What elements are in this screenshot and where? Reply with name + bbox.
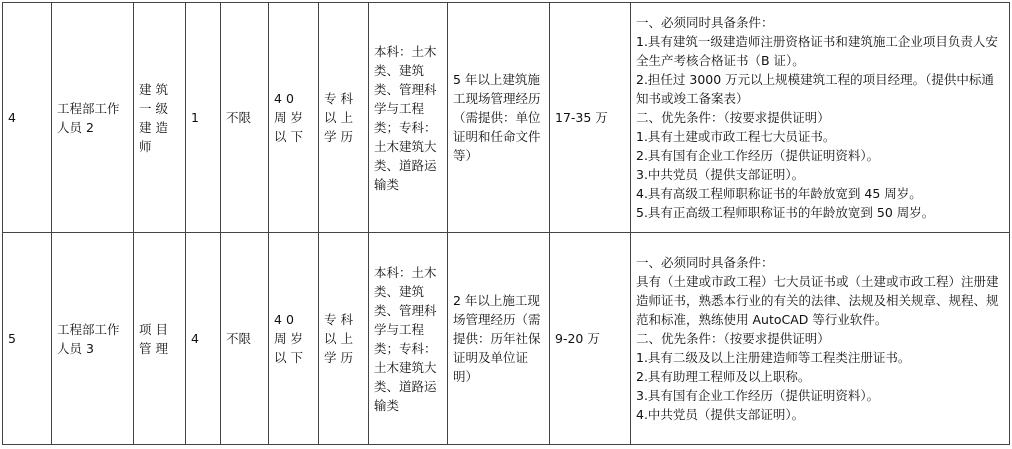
gender-requirement: 不限 — [221, 233, 269, 445]
requirement-line: 3.具有国有企业工作经历（提供证明资料）。 — [636, 388, 880, 403]
salary-range: 9-20 万 — [550, 233, 631, 445]
requirement-line: 3.中共党员（提供支部证明）。 — [636, 167, 805, 182]
table-row — [3, 3, 1010, 233]
education-requirement: 专科以上学历 — [319, 3, 369, 233]
experience-requirement: 2 年以上施工现场管理经历（需提供：历年社保证明及单位证明） — [448, 233, 550, 445]
experience-requirement: 5 年以上建筑施工现场管理经历（需提供：单位证明和任命文件等） — [448, 3, 550, 233]
requirement-line: 4.具有高级工程师职称证书的年龄放宽到 45 周岁。 — [636, 186, 922, 201]
requirement-line: 二、优先条件：（按要求提供证明） — [636, 110, 830, 125]
age-requirement: 40 周岁以下 — [269, 233, 319, 445]
requirement-line: 5.具有正高级工程师职称证书的年龄放宽到 50 周岁。 — [636, 205, 935, 220]
requirement-line: 2.具有国有企业工作经历（提供证明资料）。 — [636, 148, 880, 163]
requirement-line: 2.具有助理工程师及以上职称。 — [636, 369, 811, 384]
requirement-line: 一、必须同时具备条件： — [636, 15, 774, 30]
headcount: 1 — [186, 3, 221, 233]
position-name: 工程部工作人员 3 — [52, 233, 134, 445]
requirement-line: 1.具有建筑一级建造师注册资格证书和建筑施工企业项目负责人安全生产考核合格证书（B 证）。 — [636, 34, 998, 68]
row-number: 5 — [3, 233, 52, 445]
required-certificate: 建筑一级建造师 — [134, 3, 186, 233]
recruitment-table — [2, 2, 1010, 445]
other-requirements — [631, 3, 1010, 233]
requirement-line: 一、必须同时具备条件： — [636, 255, 774, 270]
position-name: 工程部工作人员 2 — [52, 3, 134, 233]
major-requirement: 本科：土木类、建筑类、管理科学与工程类；专科：土木建筑大类、道路运输类 — [369, 233, 448, 445]
requirement-line: 4.中共党员（提供支部证明）。 — [636, 407, 805, 422]
required-certificate: 项目管理 — [134, 233, 186, 445]
requirement-line: 1.具有二级及以上注册建造师等工程类注册证书。 — [636, 350, 911, 365]
requirement-line: 1.具有土建或市政工程七大员证书。 — [636, 129, 836, 144]
requirement-line: 具有（土建或市政工程）七大员证书或（土建或市政工程）注册建造师证书，熟悉本行业的有关的法律、法规及相关规章、规程、规范和标准，熟练使用 AutoCAD 等行业软件。 — [636, 274, 999, 327]
other-requirements — [631, 233, 1010, 445]
salary-range: 17-35 万 — [550, 3, 631, 233]
age-requirement: 40 周岁以下 — [269, 3, 319, 233]
education-requirement: 专科以上学历 — [319, 233, 369, 445]
major-requirement: 本科：土木类、建筑类、管理科学与工程类；专科：土木建筑大类、道路运输类 — [369, 3, 448, 233]
requirement-line: 2.担任过 3000 万元以上规模建筑工程的项目经理。（提供中标通知书或竣工备案表） — [636, 72, 994, 106]
requirement-line: 二、优先条件：（按要求提供证明） — [636, 331, 830, 346]
gender-requirement: 不限 — [221, 3, 269, 233]
headcount: 4 — [186, 233, 221, 445]
row-number: 4 — [3, 3, 52, 233]
table-row — [3, 233, 1010, 445]
